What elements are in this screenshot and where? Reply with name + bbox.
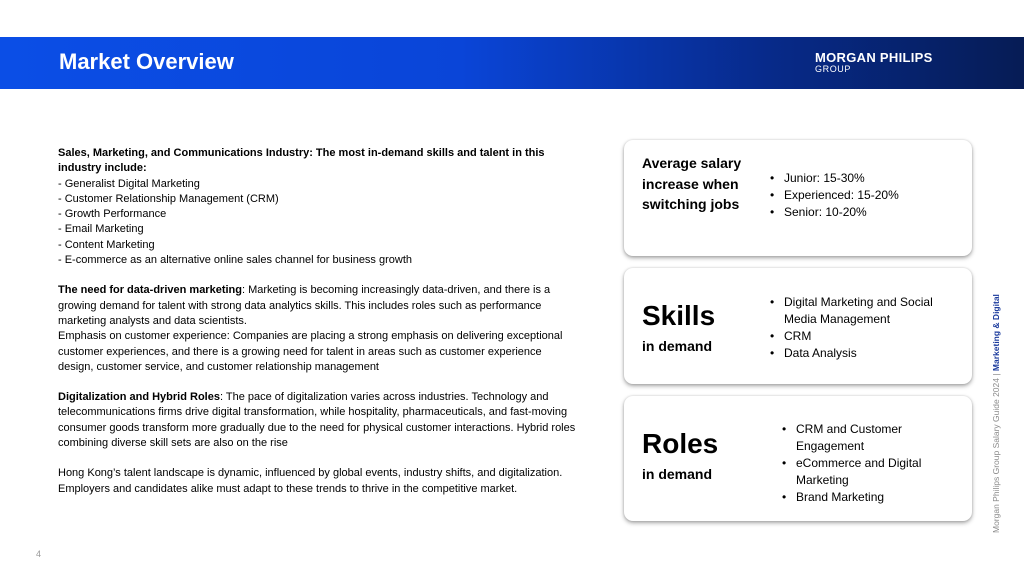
skills-card-title: Skills	[642, 300, 716, 331]
roles-list	[780, 421, 966, 506]
market-overview-text	[58, 146, 578, 497]
skills-card	[624, 268, 972, 384]
logo-sub-text: GROUP	[815, 64, 852, 74]
data-driven-body: : Marketing is becoming increasingly data-driven, and there is a growing demand for talent with strong data analytics skills. This includes roles such as performance marketing analysts and data scientists.	[58, 284, 551, 327]
data-driven-paragraph	[58, 283, 578, 329]
company-logo	[815, 51, 933, 74]
intro-heading: Sales, Marketing, and Communications Industry: The most in-demand skills and talent in this industry include:	[58, 147, 545, 175]
list-item: • Senior: 10-20%	[768, 204, 899, 221]
salary-card-heading: Average salary increase when switching jobs	[642, 155, 742, 212]
logo-main-text: MORGAN PHILIPS	[815, 50, 933, 65]
list-item: • CRM	[768, 328, 954, 345]
list-item: • Experienced: 15-20%	[768, 187, 899, 204]
cx-paragraph: Emphasis on customer experience: Companies are placing a strong emphasis on delivering exceptional customer experiences, and there is a growing need for talent in areas such as customer experience design, customer service, and customer relationship management	[58, 330, 563, 373]
vertical-footer-text	[991, 294, 1001, 533]
list-item: • eCommerce and Digital Marketing	[780, 455, 966, 489]
digitalization-body: : The pace of digitalization varies across industries. Technology and telecommunications firms drive digital transformation, while hospitality, pharmaceuticals, and fast-moving consumer goods transform more gradually due to the need for physical customer interactions. Hybrid roles combining diverse skill sets are also on the rise	[58, 391, 576, 450]
digitalization-paragraph	[58, 390, 578, 451]
list-item: • Junior: 15-30%	[768, 170, 899, 187]
skills-list	[768, 294, 954, 362]
salary-list	[768, 170, 899, 221]
page-title: Market Overview	[59, 49, 234, 74]
digitalization-heading: Digitalization and Hybrid Roles	[58, 391, 220, 404]
list-item: • CRM and Customer Engagement	[780, 421, 966, 455]
intro-item: - E-commerce as an alternative online sales channel for business growth	[58, 254, 413, 267]
skills-card-subtitle: in demand	[642, 338, 713, 354]
data-driven-heading: The need for data-driven marketing	[58, 284, 242, 297]
page-number: 4	[36, 549, 42, 559]
intro-item: - Email Marketing	[58, 223, 144, 236]
section-text: Marketing & Digital	[991, 294, 1001, 372]
intro-item: - Customer Relationship Management (CRM)	[58, 192, 279, 205]
salary-card	[624, 140, 972, 256]
guide-text: Morgan Philips Group Salary Guide 2024 |	[991, 371, 1001, 533]
header-banner	[0, 37, 1024, 89]
closing-paragraph: Hong Kong’s talent landscape is dynamic, influenced by global events, industry shifts, and digitalization. Employers and candidates alike must adapt to these trends to thrive in the competitive market.	[58, 467, 563, 495]
list-item: • Digital Marketing and Social Media Management	[768, 294, 954, 328]
list-item: • Data Analysis	[768, 345, 954, 362]
list-item: • Brand Marketing	[780, 489, 966, 506]
intro-item: - Content Marketing	[58, 238, 155, 251]
roles-card	[624, 396, 972, 521]
roles-card-title: Roles	[642, 428, 719, 459]
intro-item: - Generalist Digital Marketing	[58, 177, 200, 190]
roles-card-subtitle: in demand	[642, 466, 713, 482]
intro-item: - Growth Performance	[58, 208, 167, 221]
